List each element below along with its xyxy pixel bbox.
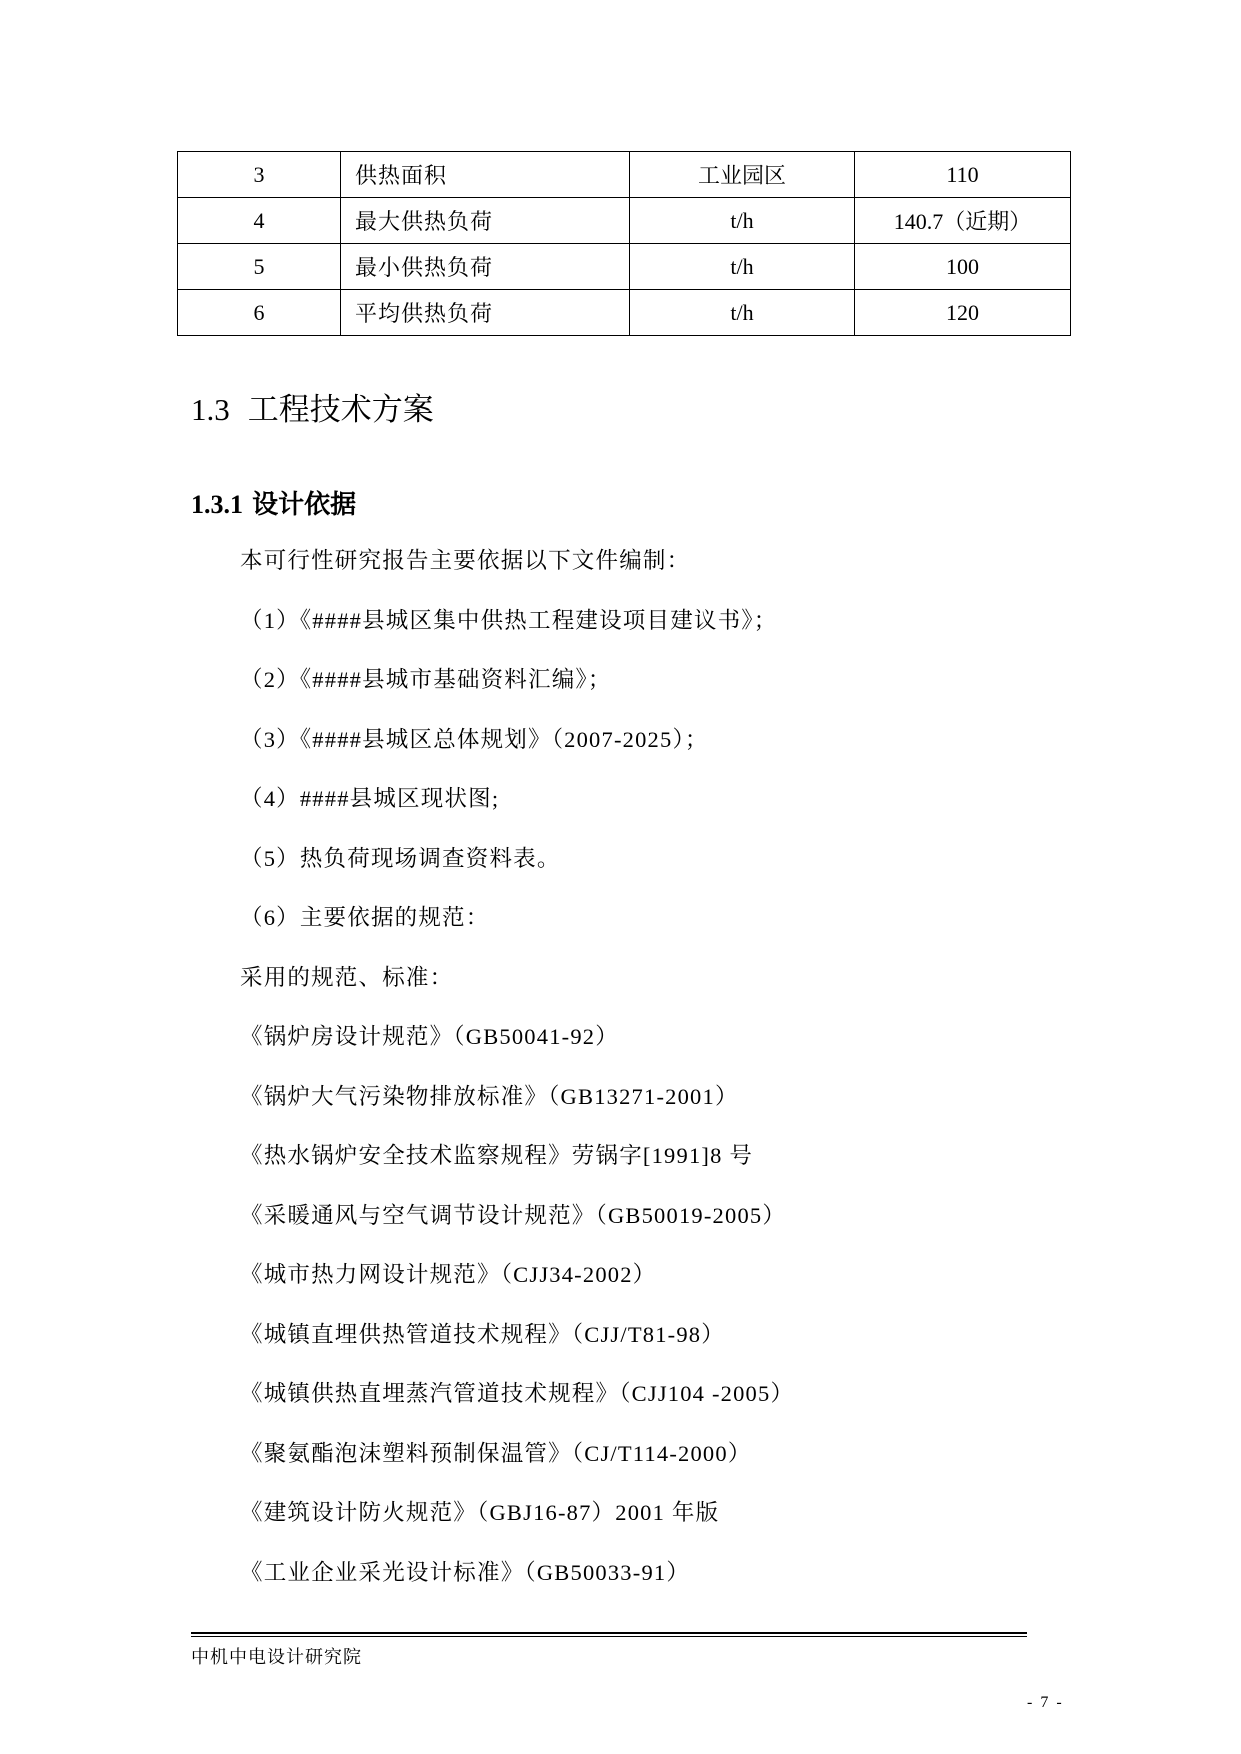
value-cell: 140.7（近期）	[855, 198, 1071, 244]
row-number-cell: 5	[178, 244, 341, 290]
footer-organization: 中机中电设计研究院	[191, 1647, 362, 1667]
body-line: （2）《####县城市基础资料汇编》；	[240, 667, 612, 692]
row-number-cell: 6	[178, 290, 341, 336]
value-cell: 100	[855, 244, 1071, 290]
unit-cell: t/h	[630, 290, 855, 336]
body-line: 采用的规范、标准：	[240, 964, 454, 990]
standard-line: 《城镇供热直埋蒸汽管道技术规程》（CJJ104 -2005）	[240, 1381, 795, 1406]
unit-cell: 工业园区	[630, 152, 855, 198]
body-line: （5）热负荷现场调查资料表。	[240, 845, 561, 871]
section-heading	[191, 384, 434, 429]
value-cell: 120	[855, 290, 1071, 336]
body-line: 本可行性研究报告主要依据以下文件编制：	[240, 548, 691, 573]
standard-line: 《建筑设计防火规范》（GBJ16-87）2001 年版	[240, 1500, 720, 1525]
body-text	[240, 541, 794, 1612]
section-number: 1.3	[191, 392, 230, 427]
heat-load-table	[177, 151, 1071, 336]
standard-line: 《工业企业采光设计标准》（GB50033-91）	[240, 1559, 691, 1585]
item-cell: 平均供热负荷	[341, 290, 630, 336]
row-number-cell: 4	[178, 198, 341, 244]
body-line: （6）主要依据的规范：	[240, 905, 490, 930]
table-row	[178, 152, 1071, 198]
item-cell: 供热面积	[341, 152, 630, 198]
standard-line: 《城市热力网设计规范》（CJJ34-2002）	[240, 1262, 657, 1287]
item-cell: 最小供热负荷	[341, 244, 630, 290]
row-number-cell: 3	[178, 152, 341, 198]
table-row	[178, 290, 1071, 336]
value-cell: 110	[855, 152, 1071, 198]
standard-line: 《锅炉大气污染物排放标准》（GB13271-2001）	[240, 1083, 739, 1109]
table-row	[178, 198, 1071, 244]
subsection-title: 设计依据	[252, 490, 357, 520]
footer-divider-thin	[191, 1636, 1027, 1637]
footer-divider	[191, 1632, 1027, 1634]
subsection-number: 1.3.1	[191, 490, 243, 519]
standard-line: 《采暖通风与空气调节设计规范》（GB50019-2005）	[240, 1202, 787, 1228]
unit-cell: t/h	[630, 244, 855, 290]
page-number: - 7 -	[1027, 1694, 1064, 1711]
table-row	[178, 244, 1071, 290]
item-cell: 最大供热负荷	[341, 198, 630, 244]
body-line: （1）《####县城区集中供热工程建设项目建议书》；	[240, 607, 778, 633]
section-title: 工程技术方案	[247, 392, 434, 428]
standard-line: 《锅炉房设计规范》（GB50041-92）	[240, 1024, 619, 1049]
subsection-heading	[191, 484, 356, 521]
body-line: （3）《####县城区总体规划》（2007-2025）；	[240, 726, 709, 752]
unit-cell: t/h	[630, 198, 855, 244]
standard-line: 《聚氨酯泡沫塑料预制保温管》（CJ/T114-2000）	[240, 1440, 752, 1466]
body-line: （4）####县城区现状图;	[240, 786, 500, 811]
standard-line: 《热水锅炉安全技术监察规程》劳锅字[1991]8 号	[240, 1143, 754, 1168]
standard-line: 《城镇直埋供热管道技术规程》（CJJ/T81-98）	[240, 1321, 725, 1347]
